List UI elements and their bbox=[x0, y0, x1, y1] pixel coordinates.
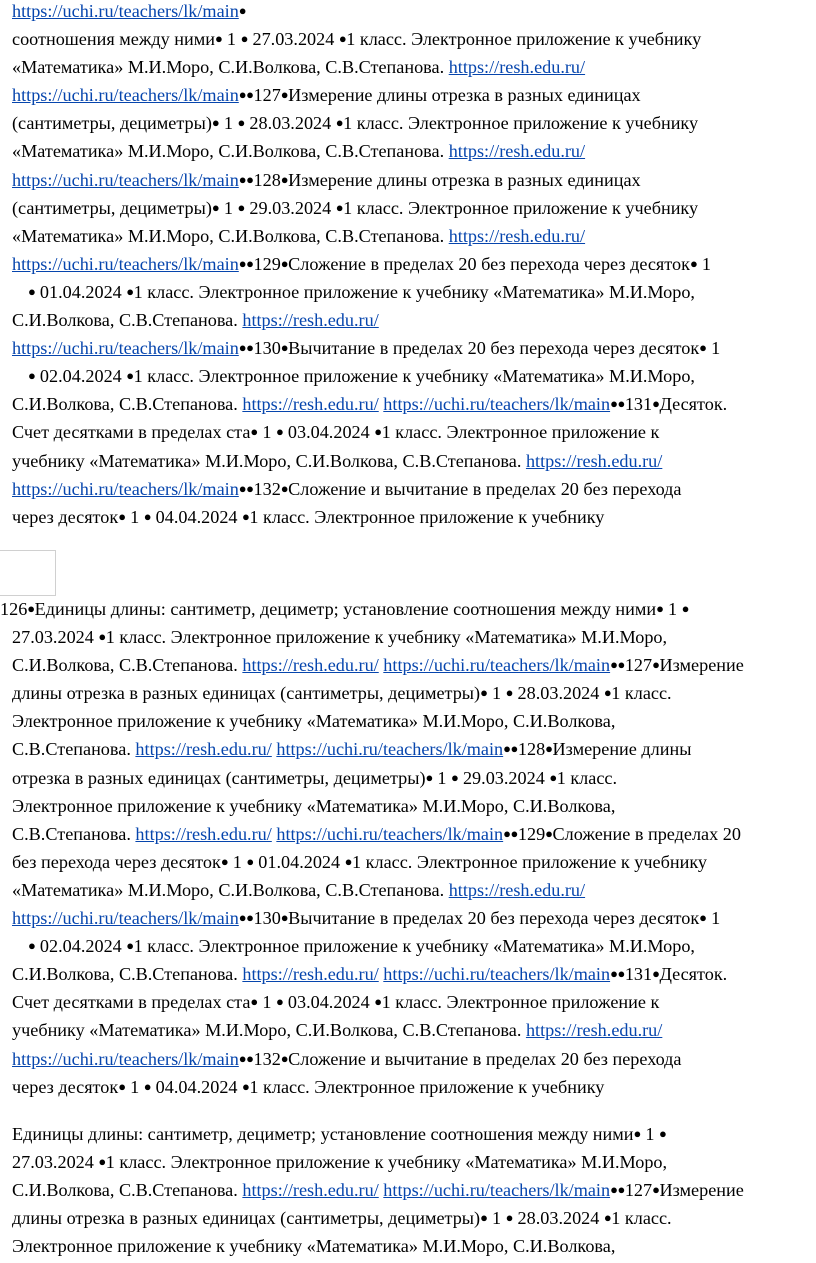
bullet-icon: ● bbox=[238, 255, 247, 271]
bullet-icon: ● bbox=[545, 825, 553, 841]
bullet-icon: ● bbox=[240, 31, 248, 47]
bullet-icon: ● bbox=[246, 910, 254, 926]
resh-link[interactable]: https://resh.edu.ru/ bbox=[448, 879, 586, 900]
bullet-icon: ● bbox=[603, 1210, 612, 1226]
resh-link[interactable]: https://resh.edu.ru/ bbox=[525, 450, 663, 471]
bullet-icon: ● bbox=[98, 629, 106, 645]
resh-link[interactable]: https://resh.edu.ru/ bbox=[448, 57, 586, 78]
bullet-icon: ● bbox=[505, 685, 513, 701]
bullet-icon: ● bbox=[238, 3, 247, 18]
bullet-icon: ● bbox=[335, 115, 344, 131]
resh-link[interactable]: https://resh.edu.ru/ bbox=[242, 1180, 379, 1201]
bullet-icon: ● bbox=[480, 685, 488, 701]
bullet-icon: ● bbox=[246, 171, 254, 187]
bullet-icon: ● bbox=[246, 853, 254, 869]
bullet-icon: ● bbox=[280, 340, 289, 356]
uchi-link[interactable]: https://uchi.ru/teachers/lk/main bbox=[12, 1048, 239, 1069]
bullet-icon: ● bbox=[633, 1126, 641, 1141]
bullet-icon: ● bbox=[126, 283, 134, 299]
text-block-1: https://uchi.ru/teachers/lk/main● соотношения между ними● 1 ● 27.03.2024 ●1 класс. Электронное приложение к учебнику «Математика» М.И.Моро, С.И.Волкова, С.В.Степанова. https://resh.edu.ru/ https://uchi.ru/teachers/lk/main●●127●Измерение длины отрезка в разных единицах (сантиметры, дециметры)● 1 ● 28.03.2024 ●1 класс. Электронное приложение к учебнику «Математика» М.И.Моро, С.И.Волкова, С.В.Степанова. https://resh.edu.ru/ https://uchi.ru/teachers/lk/main●●128●Измерение длины отрезка в разных единицах (сантиметры, дециметры)● 1 ● 29.03.2024 ●1 класс. Электронное приложение к учебнику «Математика» М.И.Моро, С.И.Волкова, С.В.Степанова. https://resh.edu.ru/ https://uchi.ru/teachers/lk/main●●129●Сложение в пределах 20 без перехода через десяток● 1 ● 01.04.2024 ●1 класс. Электронное приложение к учебнику «Математика» М.И.Моро, С.И.Волкова, С.В.Степанова. https://resh.edu.ru/ https://uchi.ru/teachers/lk/main●●130●Вычитание в пределах 20 без перехода через десяток● 1 ● 02.04.2024 ●1 класс. Электронное приложение к учебнику «Математика» М.И.Моро, С.И.Волкова, С.В.Степанова. https://resh.edu.ru/ https://uchi.ru/teachers/lk/main●●131●Десяток. Счет десятками в пределах ста● 1 ● 03.04.2024 ●1 класс. Электронное приложение к учебнику «Математика» М.И.Моро, С.И.Волкова, С.В.Степанова. https://resh.edu.ru/ https://uchi.ru/teachers/lk/main●●132●Сложение и вычитание в пределах 20 без перехода через десяток● 1 ● 04.04.2024 ●1 класс. Электронное приложение к учебнику bbox=[12, 1, 728, 527]
bullet-icon: ● bbox=[143, 508, 152, 524]
bullet-icon: ● bbox=[503, 741, 511, 757]
uchi-link[interactable]: https://uchi.ru/teachers/lk/main bbox=[12, 338, 239, 359]
resh-link[interactable]: https://resh.edu.ru/ bbox=[242, 655, 379, 676]
bullet-icon: ● bbox=[238, 1050, 247, 1066]
bullet-icon: ● bbox=[610, 1182, 618, 1198]
uchi-link[interactable]: https://uchi.ru/teachers/lk/main bbox=[12, 85, 239, 106]
bullet-icon: ● bbox=[246, 340, 254, 356]
bullet-icon: ● bbox=[28, 368, 36, 384]
bullet-icon: ● bbox=[652, 966, 660, 982]
bullet-icon: ● bbox=[374, 424, 382, 440]
bullet-icon: ● bbox=[699, 340, 707, 356]
bullet-icon: ● bbox=[280, 910, 289, 926]
bullet-icon: ● bbox=[238, 340, 247, 356]
bullet-icon: ● bbox=[246, 480, 254, 496]
bullet-icon: ● bbox=[280, 480, 289, 496]
bullet-icon: ● bbox=[505, 1210, 513, 1226]
bullet-icon: ● bbox=[617, 396, 625, 412]
bullet-icon: ● bbox=[246, 87, 254, 103]
uchi-link[interactable]: https://uchi.ru/teachers/lk/main bbox=[12, 478, 239, 499]
bullet-icon: ● bbox=[238, 480, 247, 496]
bullet-icon: ● bbox=[246, 1050, 254, 1066]
bullet-icon: ● bbox=[652, 657, 660, 673]
bullet-icon: ● bbox=[280, 87, 289, 103]
bullet-icon: ● bbox=[338, 31, 347, 47]
bullet-icon: ● bbox=[510, 741, 518, 757]
bullet-icon: ● bbox=[610, 657, 618, 673]
text-block-2: 126●Единицы длины: сантиметр, дециметр; установление соотношения между ними● 1 ● 27.03.2024 ●1 класс. Электронное приложение к учебнику «Математика» М.И.Моро, С.И.Волкова, С.В.Степанова. https://resh.edu.ru/ https://uchi.ru/teachers/lk/main●●127●Измерение длины отрезка в разных единицах (сантиметры, дециметры)● 1 ● 28.03.2024 ●1 класс. Электронное приложение к учебнику «Математика» М.И.Моро, С.И.Волкова, С.В.Степанова. https://resh.edu.ru/ https://uchi.ru/teachers/lk/main●●128●Измерение длины отрезка в разных единицах (сантиметры, дециметры)● 1 ● 29.03.2024 ●1 класс. Электронное приложение к учебнику «Математика» М.И.Моро, С.И.Волкова, С.В.Степанова. https://resh.edu.ru/ https://uchi.ru/teachers/lk/main●●129●Сложение в пределах 20 без перехода через десяток● 1 ● 01.04.2024 ●1 класс. Электронное приложение к учебнику «Математика» М.И.Моро, С.И.Волкова, С.В.Степанова. https://resh.edu.ru/ https://uchi.ru/teachers/lk/main●●130●Вычитание в пределах 20 без перехода через десяток● 1 ● 02.04.2024 ●1 класс. Электронное приложение к учебнику «Математика» М.И.Моро, С.И.Волкова, С.В.Степанова. https://resh.edu.ru/ https://uchi.ru/teachers/lk/main●●131●Десяток. Счет десятками в пределах ста● 1 ● 03.04.2024 ●1 класс. Электронное приложение к учебнику «Математика» М.И.Моро, С.И.Волкова, С.В.Степанова. https://resh.edu.ru/ https://uchi.ru/teachers/lk/main●●132●Сложение и вычитание в пределах 20 без перехода через десяток● 1 ● 04.04.2024 ●1 класс. Электронное приложение к учебнику bbox=[0, 599, 744, 1097]
bullet-icon: ● bbox=[211, 199, 220, 215]
bullet-icon: ● bbox=[237, 199, 245, 215]
bullet-icon: ● bbox=[699, 910, 707, 926]
bullet-icon: ● bbox=[126, 368, 134, 384]
bullet-icon: ● bbox=[344, 853, 353, 869]
bullet-icon: ● bbox=[617, 966, 625, 982]
uchi-link[interactable]: https://uchi.ru/teachers/lk/main bbox=[12, 169, 239, 190]
bullet-icon: ● bbox=[215, 31, 223, 47]
bullet-icon: ● bbox=[617, 657, 625, 673]
bullet-icon: ● bbox=[617, 1182, 625, 1198]
bullet-icon: ● bbox=[603, 685, 612, 701]
bullet-icon: ● bbox=[126, 938, 134, 954]
bullet-icon: ● bbox=[28, 283, 36, 299]
bullet-icon: ● bbox=[275, 424, 284, 440]
bullet-icon: ● bbox=[118, 1078, 126, 1094]
resh-link[interactable]: https://resh.edu.ru/ bbox=[525, 1020, 663, 1041]
bullet-icon: ● bbox=[280, 255, 289, 271]
bullet-icon: ● bbox=[250, 994, 258, 1010]
bullet-icon: ● bbox=[280, 1050, 289, 1066]
uchi-link[interactable]: https://uchi.ru/teachers/lk/main bbox=[383, 394, 611, 415]
bullet-icon: ● bbox=[242, 508, 250, 524]
bullet-icon: ● bbox=[652, 1182, 660, 1198]
resh-link[interactable]: https://resh.edu.ru/ bbox=[242, 964, 379, 985]
bullet-icon: ● bbox=[689, 255, 698, 271]
bullet-icon: ● bbox=[143, 1078, 152, 1094]
bullet-icon: ● bbox=[250, 424, 258, 440]
bullet-icon: ● bbox=[610, 966, 618, 982]
resh-link[interactable]: https://resh.edu.ru/ bbox=[448, 141, 586, 162]
bullet-icon: ● bbox=[238, 910, 247, 926]
resh-link[interactable]: https://resh.edu.ru/ bbox=[242, 310, 379, 331]
uchi-link[interactable]: https://uchi.ru/teachers/lk/main bbox=[12, 1, 239, 21]
uchi-link[interactable]: https://uchi.ru/teachers/lk/main bbox=[276, 823, 504, 844]
resh-link[interactable]: https://resh.edu.ru/ bbox=[135, 823, 272, 844]
bullet-icon: ● bbox=[335, 199, 344, 215]
bullet-icon: ● bbox=[549, 769, 557, 785]
resh-link[interactable]: https://resh.edu.ru/ bbox=[242, 394, 379, 415]
bullet-icon: ● bbox=[374, 994, 382, 1010]
bullet-icon: ● bbox=[238, 87, 247, 103]
bullet-icon: ● bbox=[451, 769, 459, 785]
bullet-icon: ● bbox=[238, 171, 247, 187]
bullet-icon: ● bbox=[242, 1078, 250, 1094]
bullet-icon: ● bbox=[480, 1210, 488, 1226]
uchi-link[interactable]: https://uchi.ru/teachers/lk/main bbox=[12, 253, 239, 274]
resh-link[interactable]: https://resh.edu.ru/ bbox=[135, 739, 272, 760]
bullet-icon: ● bbox=[237, 115, 245, 131]
uchi-link[interactable]: https://uchi.ru/teachers/lk/main bbox=[276, 739, 504, 760]
resh-link[interactable]: https://resh.edu.ru/ bbox=[448, 225, 586, 246]
bullet-icon: ● bbox=[275, 994, 284, 1010]
bullet-icon: ● bbox=[425, 769, 433, 785]
bullet-icon: ● bbox=[659, 1126, 667, 1141]
bullet-icon: ● bbox=[652, 396, 660, 412]
uchi-link[interactable]: https://uchi.ru/teachers/lk/main bbox=[12, 908, 239, 929]
text-block-3: Единицы длины: сантиметр, дециметр; установление соотношения между ними● 1 ● 27.03.2024 ●1 класс. Электронное приложение к учебнику «Математика» М.И.Моро, С.И.Волкова, С.В.Степанова. https://resh.edu.ru/ https://uchi.ru/teachers/lk/main●●127●Измерение длины отрезка в разных единицах (сантиметры, дециметры)● 1 ● 28.03.2024 ●1 класс. Электронное приложение к учебнику «Математика» М.И.Моро, С.И.Волкова, bbox=[12, 1124, 744, 1257]
bullet-icon: ● bbox=[610, 396, 618, 412]
bullet-icon: ● bbox=[681, 601, 690, 616]
uchi-link[interactable]: https://uchi.ru/teachers/lk/main bbox=[383, 1180, 611, 1201]
bullet-icon: ● bbox=[656, 601, 664, 616]
bullet-icon: ● bbox=[503, 825, 511, 841]
uchi-link[interactable]: https://uchi.ru/teachers/lk/main bbox=[383, 655, 611, 676]
bullet-icon: ● bbox=[510, 825, 518, 841]
bullet-icon: ● bbox=[280, 171, 289, 187]
bullet-icon: ● bbox=[98, 1154, 106, 1170]
bullet-icon: ● bbox=[246, 255, 254, 271]
bullet-icon: ● bbox=[545, 741, 553, 757]
bullet-icon: ● bbox=[220, 853, 229, 869]
embedded-frame bbox=[0, 550, 56, 596]
uchi-link[interactable]: https://uchi.ru/teachers/lk/main bbox=[383, 964, 611, 985]
bullet-icon: ● bbox=[118, 508, 126, 524]
bullet-icon: ● bbox=[28, 938, 36, 954]
bullet-icon: ● bbox=[27, 601, 35, 616]
bullet-icon: ● bbox=[211, 115, 220, 131]
